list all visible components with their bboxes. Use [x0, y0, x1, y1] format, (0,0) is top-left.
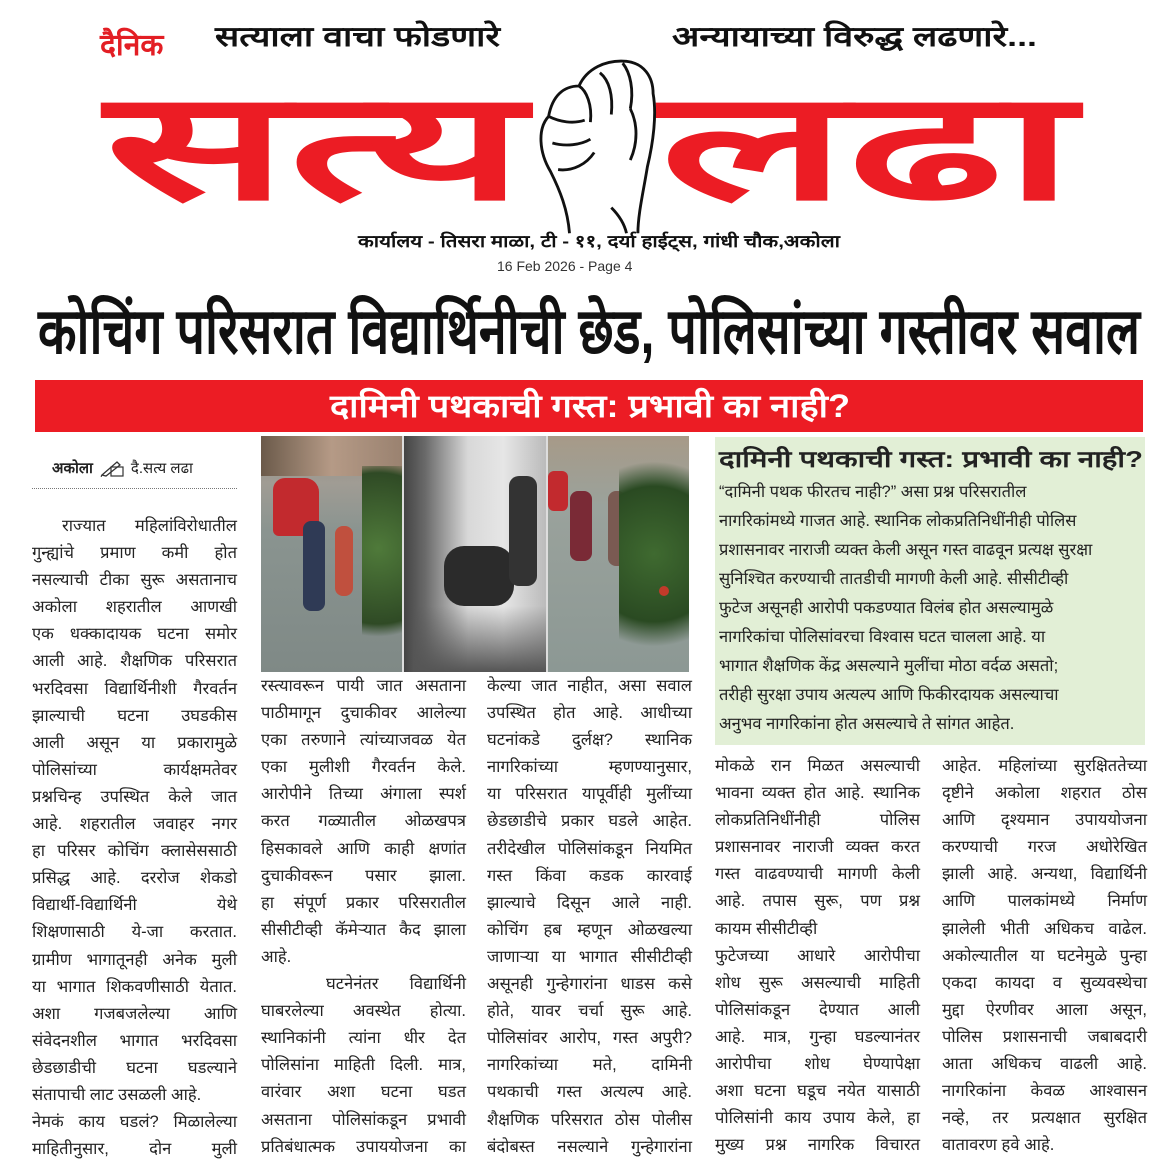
article-line: नागरिकांच्या मते, दामिनी	[487, 1056, 692, 1075]
article-column-4	[715, 753, 920, 1159]
article-line: संवेदनशील भागात भरदिवसा	[32, 1031, 237, 1050]
article-column-3	[487, 673, 692, 1161]
article-line: उपस्थित होत आहे. आधीच्या	[487, 704, 692, 723]
article-line: गस्त किंवा कडक कारवाई	[487, 866, 692, 885]
office-address: कार्यालय - तिसरा माळा, टी - ११, दर्या हाईट्स, गांधी चौक,अकोला	[358, 232, 840, 251]
article-line: आरोपीचा शोध घेण्यापेक्षा	[715, 1055, 920, 1074]
article-line: माहितीनुसार, दोन मुली	[32, 1140, 237, 1159]
article-line: अशा गजबजलेल्या आणि	[32, 1004, 237, 1023]
sidebar-box-line: “दामिनी पथक फीरतच नाही?” असा प्रश्न परिसरातील	[719, 483, 1027, 501]
article-line: झाल्याची घटना उघडकीस	[32, 706, 237, 725]
article-line: आरोपीने तिच्या अंगाला स्पर्श	[261, 785, 466, 804]
article-column-2	[261, 673, 466, 1161]
article-line: एकदा कायदा व सुव्यवस्थेचा	[942, 973, 1147, 992]
article-line: आहे.	[261, 947, 292, 966]
article-line: वातावरण हवे आहे.	[942, 1136, 1055, 1155]
article-line: भावना व्यक्त होत आहे. स्थानिक	[715, 784, 920, 803]
article-line: कायम सीसीटीव्ही	[715, 919, 818, 938]
article-line: ग्रामीण भागातूनही अनेक मुली	[32, 950, 237, 969]
article-line: मुख्य प्रश्न नागरिक विचारत	[715, 1136, 920, 1155]
article-line: पोलिसांना माहिती दिली. मात्र,	[261, 1056, 466, 1075]
logo-word-ladha: लढा	[660, 63, 1075, 231]
cctv-photo-collage	[261, 436, 689, 672]
byline-source: दै.सत्य लढा	[130, 460, 193, 477]
cctv-frame-right	[548, 436, 689, 672]
article-line: पोलिसांच्या कार्यक्षमतेवर	[32, 760, 237, 779]
article-line: नसल्याची टीका सुरू असतानाच	[32, 571, 237, 590]
article-line: गस्त वाढवण्याची मागणी केली	[715, 865, 920, 884]
article-line: आहेत. महिलांच्या सुरक्षिततेच्या	[942, 757, 1147, 775]
article-line: आली आहे. शैक्षणिक परिसरात	[32, 652, 237, 671]
article-line: कोचिंग हब म्हणून ओळखल्या	[487, 920, 692, 939]
byline	[52, 458, 193, 478]
article-line: शिक्षणासाठी ये-जा करतात.	[32, 923, 237, 942]
article-line: नागरिकांच्या म्हणण्यानुसार,	[487, 758, 692, 777]
article-line: प्रसिद्ध आहे. दररोज शेकडो	[32, 869, 237, 888]
cctv-frame-center	[404, 436, 545, 672]
sidebar-box-line: सुनिश्चित करण्याची तातडीची मागणी केली आहे. सीसीटीव्ही	[719, 570, 1069, 588]
article-line: अकोला शहरातील आणखी	[32, 598, 237, 617]
article-line: एका मुलीशी गैरवर्तन केले.	[261, 758, 466, 777]
article-line: पोलिसांकडून देण्यात आली	[715, 1000, 920, 1019]
article-line: या भागात शिकवणीसाठी येतात.	[32, 977, 237, 996]
article-line: गुन्ह्यांचे प्रमाण कमी होत	[32, 544, 237, 563]
cctv-frame-left	[261, 436, 402, 672]
article-line: आता अधिकच वाढली आहे.	[942, 1055, 1147, 1074]
article-line: आणि पालकांमध्ये निर्माण	[942, 892, 1147, 911]
article-line: आहे. मात्र, गुन्हा घडल्यानंतर	[715, 1027, 920, 1046]
article-line: पथकाची गस्त अत्यल्प आहे.	[487, 1083, 692, 1102]
article-line: राज्यात महिलांविरोधातील	[62, 517, 237, 535]
article-line: हिसकावले आणि काही क्षणांत	[261, 839, 466, 858]
article-line: विद्यार्थी-विद्यार्थिनी येथे	[32, 896, 237, 915]
sidebar-box-title: दामिनी पथकाची गस्त: प्रभावी का नाही?	[719, 446, 1143, 472]
logo-word-satya: सत्य	[105, 63, 525, 231]
article-line: रस्त्यावरून पायी जात असताना	[261, 677, 466, 695]
article-line: छेडछाडीची घटना घडल्याने	[32, 1058, 237, 1077]
article-line: पोलिसांवर आरोप, गस्त अपुरी?	[487, 1029, 692, 1048]
article-line: झाल्याचे दिसून आले नाही.	[487, 893, 692, 912]
article-line: असूनही गुन्हेगारांना धाडस कसे	[487, 975, 692, 994]
sidebar-box-line: भागात शैक्षणिक केंद्र असल्याने मुलींचा मोठा वर्दळ असतो;	[719, 657, 1059, 675]
article-line: घटनेनंतर विद्यार्थिनी	[326, 975, 466, 994]
article-line: पाठीमागून दुचाकीवर आलेल्या	[261, 704, 466, 723]
article-line: भरदिवसा विद्यार्थिनीशी गैरवर्तन	[32, 679, 237, 698]
article-line: घटनांकडे दुर्लक्ष? स्थानिक	[487, 731, 692, 750]
sidebar-box-line: अनुभव नागरिकांना होत असल्याचे ते सांगत आहेत.	[719, 715, 1015, 733]
article-line: केल्या जात नाहीत, असा सवाल	[487, 677, 692, 695]
article-line: संतापाची लाट उसळली आहे.	[32, 1085, 202, 1104]
article-line: दुचाकीवरून पसार झाला.	[261, 866, 466, 885]
article-line: प्रशासनावर नाराजी व्यक्त करत	[715, 838, 920, 857]
article-line: झालेली भीती अधिकच वाढेल.	[942, 919, 1147, 938]
article-line: करत गळ्यातील ओळखपत्र	[261, 812, 466, 831]
article-line: पोलिस प्रशासनाची जबाबदारी	[942, 1027, 1147, 1046]
article-line: स्थानिकांनी त्यांना धीर देत	[261, 1029, 466, 1048]
slogan-left: सत्याला वाचा फोडणारे	[215, 21, 500, 52]
article-line: अशा घटना घडूच नयेत यासाठी	[715, 1082, 920, 1101]
main-headline: कोचिंग परिसरात विद्यार्थिनीची छेड, पोलिसांच्या गस्तीवर सवाल	[38, 294, 1140, 367]
article-line: नागरिकांना केवळ आश्वासन	[942, 1082, 1147, 1101]
article-line: आणि दृश्यमान उपाययोजना	[942, 811, 1147, 830]
article-line: हा परिसर कोचिंग क्लासेससाठी	[32, 842, 237, 861]
article-line: हा संपूर्ण प्रकार परिसरातील	[261, 893, 466, 912]
sidebar-box-line: नागरिकांचा पोलिसांवरचा विश्वास घटत चालला आहे. या	[719, 628, 1046, 646]
article-column-5	[942, 753, 1147, 1159]
article-line: एक धक्कादायक घटना समोर	[32, 625, 237, 644]
sidebar-box-line: प्रशासनावर नाराजी व्यक्त केली असून गस्त वाढवून प्रत्यक्ष सुरक्षा	[719, 541, 1093, 559]
sidebar-box-line: नागरिकांमध्ये गाजत आहे. स्थानिक लोकप्रतिनिधींनीही पोलिस	[719, 512, 1077, 530]
article-line: नेमकं काय घडलं? मिळालेल्या	[32, 1113, 237, 1132]
sidebar-box-body	[719, 478, 1092, 739]
article-line: मोकळे रान मिळत असल्याची	[715, 757, 920, 775]
article-line: एका तरुणाने त्यांच्याजवळ येत	[261, 731, 466, 750]
article-line: छेडछाडीचे प्रकार घडले आहेत.	[487, 812, 692, 831]
article-line: करण्याची गरज अधोरेखित	[942, 838, 1147, 857]
article-line: शोध सुरू असल्याची माहिती	[715, 973, 920, 992]
article-line: होते, यावर चर्चा सुरू आहे.	[487, 1002, 692, 1021]
article-line: वारंवार अशा घटना घडत	[261, 1083, 466, 1102]
article-line: या परिसरात यापूर्वीही मुलींच्या	[487, 785, 692, 804]
article-line: असताना पोलिसांकडून प्रभावी	[261, 1110, 466, 1129]
article-line: शैक्षणिक परिसरात ठोस पोलीस	[487, 1110, 692, 1129]
article-line: नव्हे, तर प्रत्यक्षात सुरक्षित	[942, 1109, 1147, 1128]
pen-writing-icon	[99, 459, 125, 477]
article-line: फुटेजच्या आधारे आरोपीचा	[715, 946, 920, 965]
article-line: लोकप्रतिनिधींनीही पोलिस	[715, 811, 920, 830]
article-line: सीसीटीव्ही कॅमेऱ्यात कैद झाला	[261, 920, 466, 939]
article-line: तरीदेखील पोलिसांकडून नियमित	[487, 839, 692, 858]
article-line: जाणाऱ्या या भागात सीसीटीव्ही	[487, 947, 692, 966]
article-line: घाबरलेल्या अवस्थेत होत्या.	[261, 1002, 466, 1021]
article-column-1	[32, 513, 237, 1163]
article-line: झाली आहे. अन्यथा, विद्यार्थिनी	[942, 865, 1147, 884]
article-line: आली असून या प्रकारामुळे	[32, 733, 237, 752]
slogan-right: अन्यायाच्या विरुद्ध लढणारे...	[672, 21, 1037, 52]
subheadline: दामिनी पथकाची गस्त: प्रभावी का नाही?	[330, 388, 850, 424]
byline-place: अकोला	[52, 460, 93, 477]
byline-divider	[32, 488, 237, 489]
article-line: प्रतिबंधात्मक उपाययोजना का	[261, 1137, 466, 1156]
article-line: मुद्दा ऐरणीवर आला असून,	[942, 1000, 1147, 1019]
article-line: पोलिसांनी काय उपाय केले, हा	[715, 1109, 920, 1128]
edition-date-page: 16 Feb 2026 - Page 4	[497, 258, 633, 274]
article-line: आहे. तपास सुरू, पण प्रश्न	[715, 892, 920, 911]
masthead-dainik: दैनिक	[100, 29, 164, 62]
article-line: आहे. शहरातील जवाहर नगर	[32, 815, 237, 834]
sidebar-box-line: तरीही सुरक्षा उपाय अत्यल्प आणि फिकीरदायक असल्याचा	[719, 686, 1059, 704]
raised-fist-icon	[528, 48, 668, 238]
article-line: प्रश्नचिन्ह उपस्थित केले जात	[32, 787, 237, 806]
article-line: बंदोबस्त नसल्याने गुन्हेगारांना	[487, 1137, 692, 1156]
article-line: दृष्टीने अकोला शहरात ठोस	[942, 784, 1147, 803]
article-line: अकोल्यातील या घटनेमुळे पुन्हा	[942, 946, 1147, 965]
sidebar-box-line: फुटेज असूनही आरोपी पकडण्यात विलंब होत असल्यामुळे	[719, 599, 1054, 617]
